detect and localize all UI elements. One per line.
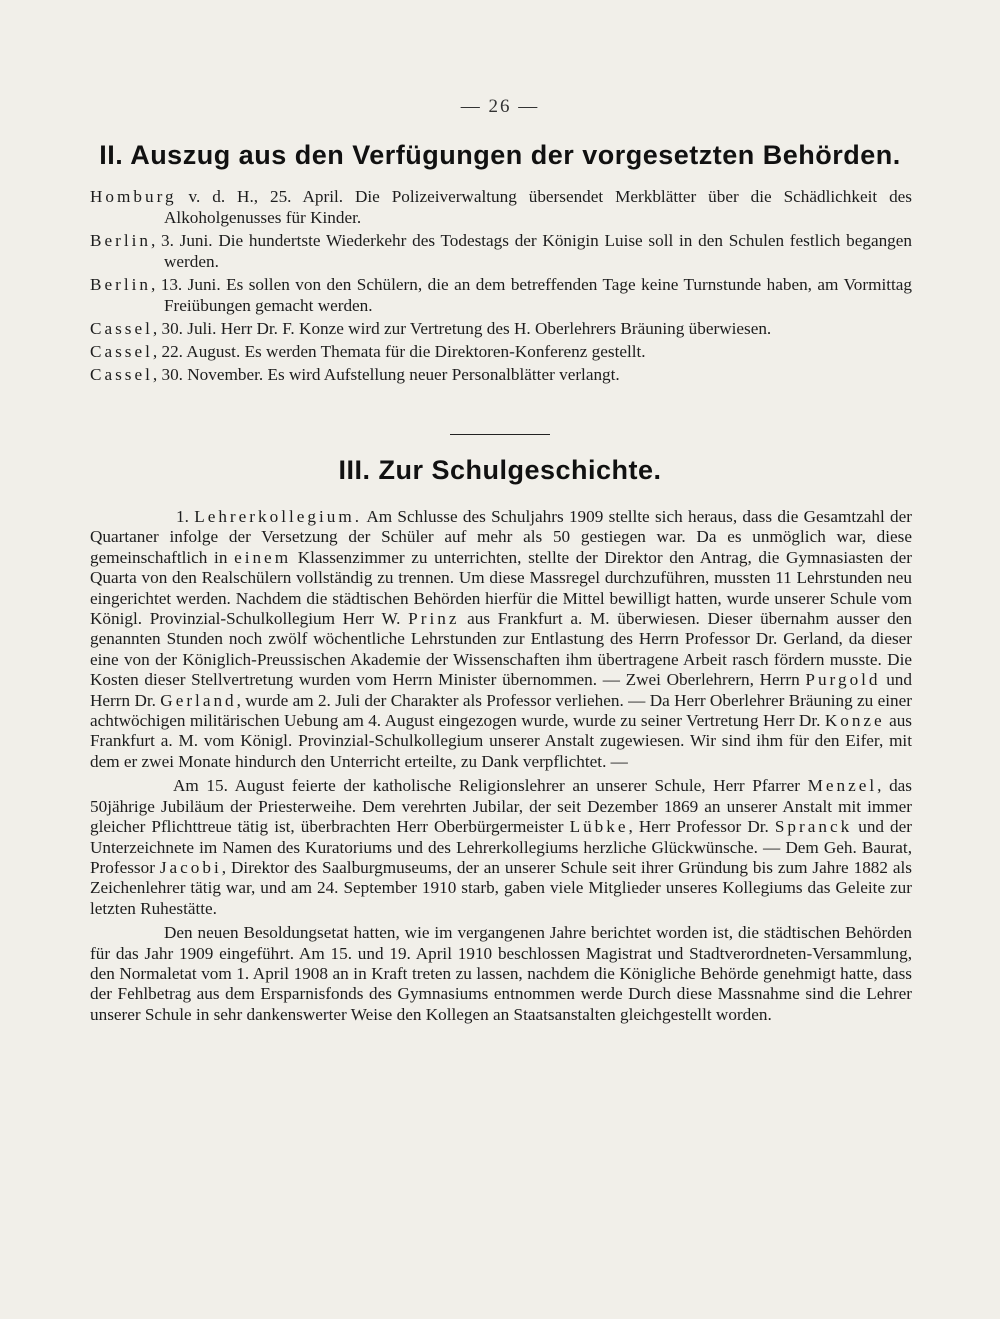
text-run: und Herrn Dr. bbox=[90, 670, 912, 710]
spaced-name: Menzel bbox=[807, 776, 878, 796]
section-divider bbox=[450, 434, 550, 435]
text-run: , das 50jährige Jubiläum der Priesterweihe. Dem verehrten Jubilar, der seit Dezember 1869 an unserer Anstalt mit immer gleicher Pflichttreue tätig ist, überbrachten Herr Oberbürgermeister bbox=[90, 776, 912, 837]
spaced-term: einem bbox=[234, 547, 292, 567]
order-date: , 3. Juni. bbox=[150, 231, 213, 250]
order-place: Cassel bbox=[90, 365, 153, 384]
spaced-term: Lehrerkollegium. bbox=[194, 507, 362, 526]
order-text: Es wird Aufstellung neuer Personalblätter verlangt. bbox=[267, 365, 620, 384]
spaced-name: Spranck bbox=[774, 817, 853, 837]
order-entry bbox=[90, 318, 912, 339]
order-date: , 22. August. bbox=[152, 342, 241, 361]
text-run: , wurde am 2. Juli der Charakter als Professor verliehen. — Da Herr Oberlehrer Bräuning zu einer achtwöchigen militärischen Uebung am 4. August eingezogen wurde, wurde zu seiner Vertretung Herr Dr. bbox=[90, 690, 912, 731]
text-run: , Herr Professor Dr. bbox=[628, 817, 775, 837]
text-run: und der Unterzeichnete im Namen des Kuratoriums und des Lehrerkollegiums herzliche Glückwünsche. — Dem Geh. Baurat, Professor bbox=[90, 817, 912, 877]
order-text: Herr Dr. F. Konze wird zur Vertretung des H. Oberlehrers Bräuning überwiesen. bbox=[220, 319, 772, 338]
order-date: , 30. Juli. bbox=[152, 319, 217, 338]
history-text bbox=[90, 507, 912, 1029]
order-text: Die hundertste Wiederkehr des Todestags der Königin Luise soll in den Schulen festlich begangen werden. bbox=[164, 231, 912, 271]
text-run: aus Frankfurt a. M. überwiesen. Dieser übernahm ausser den genannten Stunden noch zwölf wöchentliche Lehrstunden zur Entlastung des Herrn Professor Dr. Gerland, da dieser eine von der Königlich-Preussischen Akademie der Wissenschaften ihm übertragene Arbeit rasch fördern musste. Die Kosten dieser Stellvertretung wurden vom Herrn Minister übernommen. — Zwei Oberlehrern, Herrn bbox=[90, 609, 912, 690]
order-text: Es sollen von den Schülern, die an dem betreffenden Tage keine Turnstunde haben, am Vormittag Freiübungen gemacht werden. bbox=[164, 275, 913, 315]
text-run: Am 15. August feierte der katholische Religionslehrer an unserer Schule, Herr Pfarrer bbox=[173, 776, 808, 796]
order-text: Es werden Themata für die Direktoren-Konferenz gestellt. bbox=[244, 342, 646, 361]
paragraph-besoldung: Den neuen Besoldungsetat hatten, wie im vergangenen Jahre berichtet worden ist, die städtischen Behörden für das Jahr 1909 eingeführt. Am 15. und 19. April 1910 beschlossen Magistrat und Stadtverordneten-Versammlung, den Normaletat vom 1. April 1908 an in Kraft treten zu lassen, nachdem die Königliche Behörde genehmigt hatte, dass der Fehlbetrag aus dem Ersparnisfonds des Gymnasiums entnommen werde Durch diese Massnahme sind die Lehrer unserer Schule in sehr dankenswerter Weise den Kollegen an Staatsanstalten gleichgestellt worden. bbox=[90, 923, 912, 1024]
spaced-name: Gerland bbox=[160, 690, 237, 710]
text-run: Am Schlusse des Schuljahrs 1909 stellte sich heraus, dass die Gesamtzahl der Quartaner infolge der Versetzung der Schüler auf mehr als 50 gestiegen war. Da es unmöglich war, diese gemeinschaftlich in bbox=[90, 507, 912, 567]
order-date: , 30. November. bbox=[152, 365, 264, 384]
order-entry bbox=[90, 274, 912, 316]
spaced-name: Jacobi bbox=[159, 857, 222, 877]
paragraph-jubilaeum bbox=[90, 776, 912, 919]
order-place: Homburg bbox=[90, 187, 177, 206]
paragraph-lehrerkollegium bbox=[90, 507, 912, 772]
page-number: — 26 — bbox=[460, 96, 540, 117]
spaced-name: Prinz bbox=[408, 609, 460, 629]
order-place: Cassel bbox=[90, 319, 153, 338]
order-entry bbox=[90, 341, 912, 362]
order-place: Berlin bbox=[90, 275, 151, 294]
section-heading-iii: III. Zur Schulgeschichte. bbox=[338, 455, 662, 485]
text-run: , Direktor des Saalburgmuseums, der an unserer Schule seit ihrer Gründung bis zum Jahre 1882 als Zeichenlehrer tätig war, und am 24. September 1910 starb, gaben viele Mitglieder unseres Kollegiums das Geleite zur letzten Ruhestätte. bbox=[90, 857, 912, 918]
text-run: aus Frankfurt a. M. vom Königl. Provinzial-Schulkollegium unserer Anstalt zugewiesen. Wir sind ihm für den Eifer, mit dem er zwei Monate hindurch den Unterricht erteilte, zu Dank verpflichtet. — bbox=[90, 711, 912, 771]
text-run: Klassenzimmer zu unterrichten, stellte der Direktor den Antrag, die Gymnasiasten der Quarta von den Realschülern vollständig zu trennen. Um diese Massregel durchzuführen, mussten 11 Lehrstunden neu eingerichtet werden. Nachdem die städtischen Behörden hierfür die Mittel bewilligt hatten, wurde unserer Schule vom Königl. Provinzial-Schulkollegium Herr W. bbox=[90, 547, 912, 629]
order-entry bbox=[90, 186, 912, 228]
order-text: Die Polizeiverwaltung übersendet Merkblätter über die Schädlichkeit des Alkoholgenusses für Kinder. bbox=[164, 187, 912, 227]
orders-list bbox=[90, 186, 912, 387]
order-place: Cassel bbox=[90, 342, 153, 361]
order-date: v. d. H., 25. April. bbox=[188, 187, 344, 206]
order-entry bbox=[90, 230, 912, 272]
section-heading-ii: II. Auszug aus den Verfügungen der vorgesetzten Behörden. bbox=[99, 140, 901, 170]
spaced-name: Purgold bbox=[805, 670, 881, 690]
text-run: 1. bbox=[176, 507, 195, 526]
spaced-name: Konze bbox=[824, 711, 885, 731]
order-date: , 13. Juni. bbox=[150, 275, 221, 294]
order-entry bbox=[90, 364, 912, 385]
order-place: Berlin bbox=[90, 231, 151, 250]
spaced-name: Lübke bbox=[569, 817, 629, 837]
